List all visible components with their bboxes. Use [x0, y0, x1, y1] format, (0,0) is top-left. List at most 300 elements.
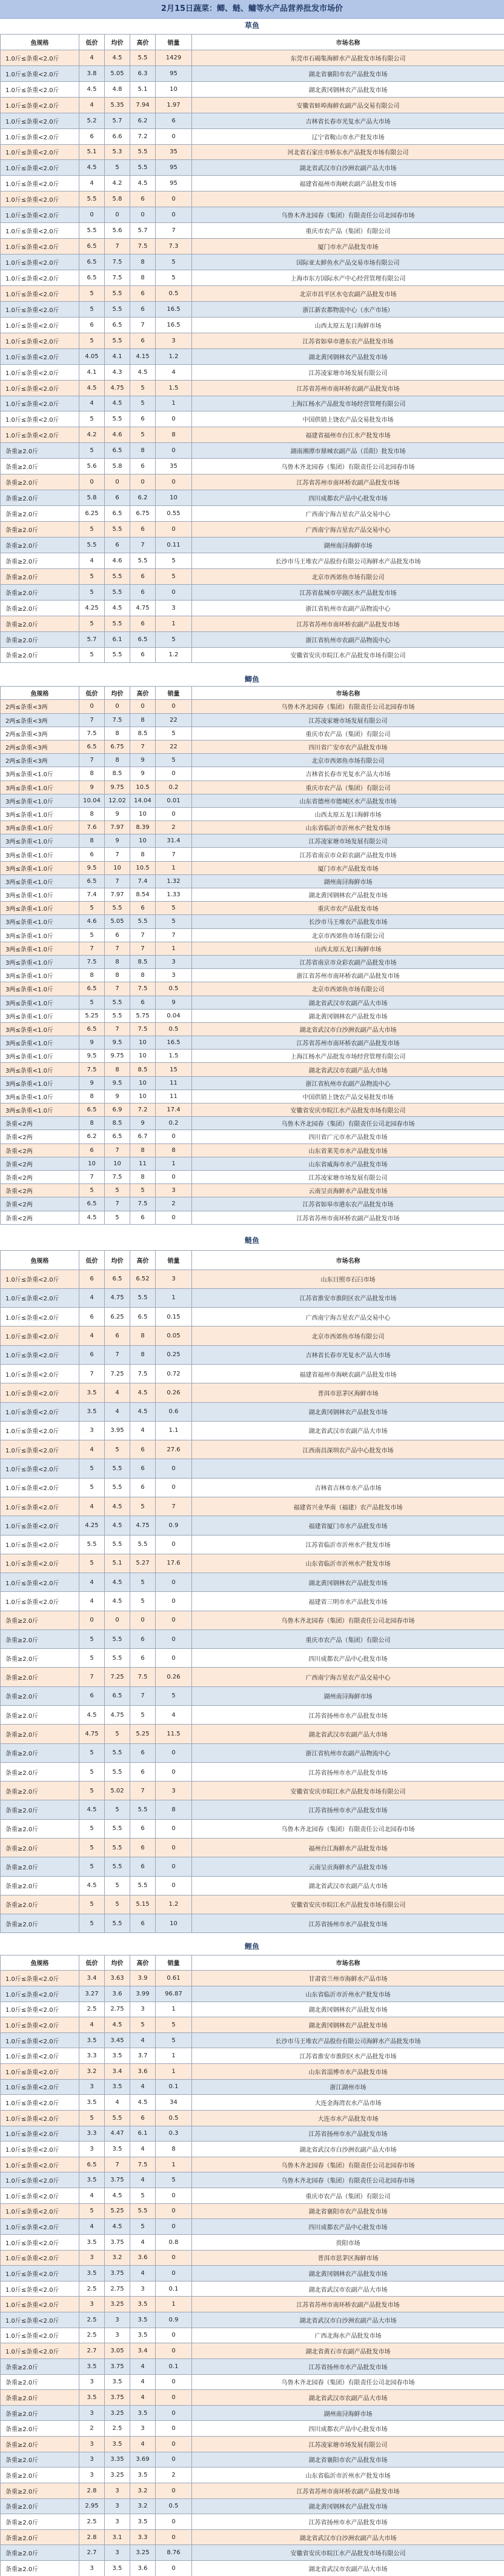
- table-cell: 2.7: [79, 2343, 105, 2359]
- table-cell: 4.75: [79, 1725, 105, 1743]
- table-cell: 0: [156, 2266, 192, 2281]
- table-cell: 北京市西郊鱼市场有限公司: [192, 1326, 504, 1345]
- table-cell: 16.5: [156, 301, 192, 317]
- table-row: [1, 996, 504, 1009]
- table-row: [1, 1103, 504, 1117]
- table-cell: 0.26: [156, 1383, 192, 1402]
- table-cell: 6: [105, 537, 130, 553]
- table-row: [1, 1876, 504, 1895]
- table-cell: 湖北黄冈钢林农产品批发市场: [192, 81, 504, 97]
- table-cell: 条重≥2.0斤: [1, 1725, 79, 1743]
- table-cell: 普洱市思茅区海鲜市场: [192, 2250, 504, 2266]
- table-cell: 4: [79, 553, 105, 568]
- table-cell: 2两≤条重<3两: [1, 727, 79, 740]
- table-cell: 条重≥2.0斤: [1, 600, 79, 616]
- table-row: [1, 333, 504, 348]
- table-cell: 4.5: [105, 600, 130, 616]
- table-cell: 4: [130, 2142, 156, 2157]
- table-cell: 江苏凌家塘市场发展有限公司: [192, 713, 504, 727]
- table-cell: 7: [156, 223, 192, 239]
- table-cell: 3.5: [130, 2468, 156, 2483]
- table-cell: 7.5: [130, 1668, 156, 1686]
- table-cell: 0: [156, 2561, 192, 2576]
- table-cell: 0: [156, 1876, 192, 1895]
- table-cell: 0: [156, 522, 192, 537]
- table-row: [1, 727, 504, 740]
- table-cell: 7: [79, 713, 105, 727]
- table-row: [1, 1421, 504, 1440]
- table-cell: 6.5: [79, 1197, 105, 1211]
- table-cell: 3两≤条重<1.0斤: [1, 902, 79, 915]
- table-cell: 3.95: [105, 1421, 130, 1440]
- table-cell: 条重≥2.0斤: [1, 647, 79, 663]
- table-cell: 江苏省扬州市水产品批发市场: [192, 2358, 504, 2374]
- table-cell: 安徽省安庆市皖江水产品批发市场有限公司: [192, 1103, 504, 1117]
- table-cell: 1.2: [156, 1895, 192, 1914]
- table-cell: 7: [105, 1143, 130, 1157]
- table-cell: 8: [105, 754, 130, 767]
- table-cell: 0: [156, 1629, 192, 1648]
- table-cell: 湖北省武汉市农副产品大市场: [192, 996, 504, 1009]
- table-row: [1, 427, 504, 443]
- table-cell: 5: [79, 1478, 105, 1497]
- table-cell: 3.2: [130, 2498, 156, 2514]
- table-cell: 5: [79, 902, 105, 915]
- table-cell: 江苏省扬州市水产品批发市场: [192, 2126, 504, 2142]
- table-cell: 5.25: [79, 1009, 105, 1022]
- table-cell: 重庆市农产品（集团）有限公司: [192, 780, 504, 794]
- table-cell: 0: [156, 584, 192, 600]
- table-cell: 2: [79, 2421, 105, 2437]
- table-row: [1, 1914, 504, 1933]
- table-cell: 4.5: [79, 81, 105, 97]
- table-cell: 1.0斤≤条重<2.0斤: [1, 1288, 79, 1307]
- table-cell: 8.5: [130, 727, 156, 740]
- table-cell: 福建省福州市台江水产批发市场: [192, 427, 504, 443]
- table-row: [1, 2358, 504, 2374]
- table-cell: 0: [156, 411, 192, 427]
- section-title: 草鱼: [244, 21, 259, 30]
- table-cell: 条重≥2.0斤: [1, 631, 79, 647]
- table-cell: 8: [130, 270, 156, 286]
- table-row: [1, 794, 504, 807]
- table-cell: 10.5: [130, 780, 156, 794]
- table-cell: 6.5: [105, 317, 130, 333]
- table-cell: 8: [130, 255, 156, 270]
- table-cell: 2两≤条重<3两: [1, 713, 79, 727]
- table-row: [1, 1402, 504, 1421]
- table-cell: 6: [79, 1345, 105, 1364]
- column-header: 均价: [105, 687, 130, 700]
- table-cell: 3.25: [105, 2405, 130, 2421]
- table-cell: 5.5: [130, 144, 156, 160]
- section-title: 鲫鱼: [244, 675, 259, 684]
- table-cell: 重庆市农产品（集团）有限公司: [192, 727, 504, 740]
- table-cell: 3: [79, 2452, 105, 2468]
- table-cell: 1.0斤≤条重<2.0斤: [1, 255, 79, 270]
- table-cell: 4: [156, 364, 192, 380]
- table-cell: 6: [130, 1459, 156, 1478]
- table-cell: 7: [156, 928, 192, 942]
- table-cell: 0: [105, 474, 130, 490]
- table-cell: 6: [130, 1440, 156, 1459]
- table-cell: 5.27: [130, 1554, 156, 1573]
- table-cell: 4.5: [105, 1516, 130, 1535]
- table-cell: 5: [79, 411, 105, 427]
- table-cell: 7.2: [130, 1103, 156, 1117]
- table-cell: 4.5: [105, 396, 130, 411]
- table-cell: 6.9: [105, 1103, 130, 1117]
- table-cell: 5.5: [130, 1876, 156, 1895]
- table-row: [1, 285, 504, 301]
- table-cell: 江苏省扬州市水产品批发市场: [192, 1762, 504, 1781]
- table-cell: 5.5: [130, 1535, 156, 1554]
- table-cell: 0.05: [156, 1326, 192, 1345]
- table-cell: 5: [156, 1686, 192, 1705]
- table-cell: 3.25: [105, 2297, 130, 2312]
- table-row: [1, 1130, 504, 1143]
- table-cell: 江苏省南京市众彩农副产品批发市场: [192, 848, 504, 861]
- table-cell: 北京市西郊鱼市场有限公司: [192, 982, 504, 996]
- table-cell: 0.1: [156, 2358, 192, 2374]
- column-header: 高价: [130, 1955, 156, 1971]
- table-cell: 北京市西郊鱼市场有限公司: [192, 928, 504, 942]
- table-cell: 4.5: [105, 2017, 130, 2033]
- table-cell: 2两≤条重<3两: [1, 740, 79, 753]
- table-cell: 3两≤条重<1.0斤: [1, 996, 79, 1009]
- table-cell: 北京市西郊鱼市场有限公司: [192, 754, 504, 767]
- table-row: [1, 2405, 504, 2421]
- table-cell: 7.6: [79, 821, 105, 834]
- table-cell: 5: [156, 902, 192, 915]
- table-cell: 4: [79, 1573, 105, 1592]
- table-cell: 北京市西郊鱼市场有限公司: [192, 568, 504, 584]
- table-cell: 8.5: [105, 1117, 130, 1130]
- table-cell: 1.0斤≤条重<2.0斤: [1, 1986, 79, 2002]
- table-cell: 0.26: [156, 1668, 192, 1686]
- table-cell: 4.25: [79, 600, 105, 616]
- table-cell: 4.5: [79, 1211, 105, 1224]
- table-row: [1, 1725, 504, 1743]
- column-header: 市场名称: [192, 687, 504, 700]
- table-cell: 0: [156, 2437, 192, 2452]
- table-cell: 江苏省扬州市水产品批发市场: [192, 1914, 504, 1933]
- table-row: [1, 2172, 504, 2188]
- table-cell: 4.15: [130, 348, 156, 364]
- column-header: 低价: [79, 1955, 105, 1971]
- table-cell: 3: [105, 2498, 130, 2514]
- table-cell: 山东省威海市水产品批发市场: [192, 1157, 504, 1170]
- table-cell: 3两≤条重<1.0斤: [1, 767, 79, 780]
- table-cell: 1.2: [156, 348, 192, 364]
- table-cell: 1.0斤≤条重<2.0斤: [1, 113, 79, 128]
- table-cell: 5: [79, 522, 105, 537]
- table-cell: 7: [130, 928, 156, 942]
- table-cell: 长沙市马王堆农产品股份有限公司海鲜水产品批发市场: [192, 553, 504, 568]
- table-cell: 7: [130, 537, 156, 553]
- table-cell: 8.76: [156, 2545, 192, 2561]
- table-cell: 6.5: [79, 874, 105, 888]
- table-cell: 7.5: [105, 1170, 130, 1183]
- table-row: [1, 2064, 504, 2080]
- table-cell: 11: [130, 1157, 156, 1170]
- table-cell: 10: [79, 1157, 105, 1170]
- table-cell: 6.5: [79, 2157, 105, 2172]
- table-cell: 4.75: [105, 1706, 130, 1725]
- table-cell: 北京市昌平区水屯农副产品批发市场: [192, 285, 504, 301]
- table-cell: 7: [130, 1686, 156, 1705]
- table-cell: 8: [79, 834, 105, 848]
- table-cell: 0: [156, 1170, 192, 1183]
- table-cell: 1: [156, 2064, 192, 2080]
- table-cell: 5: [79, 1743, 105, 1762]
- table-cell: 2: [156, 821, 192, 834]
- table-cell: 0.1: [156, 2079, 192, 2095]
- table-row: [1, 1036, 504, 1050]
- table-cell: 1.0斤≤条重<2.0斤: [1, 348, 79, 364]
- table-cell: 条重≥2.0斤: [1, 474, 79, 490]
- table-cell: 5: [79, 1184, 105, 1197]
- table-cell: 1.0斤≤条重<2.0斤: [1, 1421, 79, 1440]
- table-cell: 4.2: [79, 427, 105, 443]
- table-cell: 5.5: [79, 191, 105, 207]
- table-cell: 1.0斤≤条重<2.0斤: [1, 270, 79, 286]
- table-row: [1, 2281, 504, 2297]
- table-cell: 3: [130, 2002, 156, 2017]
- table-cell: 3.5: [79, 2095, 105, 2111]
- section-0: [0, 18, 504, 663]
- table-cell: 3.3: [79, 2126, 105, 2142]
- table-cell: 5.5: [105, 411, 130, 427]
- table-cell: 11: [156, 1076, 192, 1090]
- table-cell: 0: [79, 207, 105, 223]
- table-row: [1, 2561, 504, 2576]
- column-header: 市场名称: [192, 34, 504, 50]
- table-cell: 3.5: [130, 2514, 156, 2530]
- table-cell: 1.0斤≤条重<2.0斤: [1, 2219, 79, 2235]
- table-cell: 8.54: [130, 888, 156, 902]
- table-cell: 2: [156, 1197, 192, 1211]
- table-cell: 0: [130, 474, 156, 490]
- table-cell: 4: [79, 1288, 105, 1307]
- table-row: [1, 459, 504, 474]
- table-cell: 8: [130, 1345, 156, 1364]
- table-cell: 7.5: [130, 1197, 156, 1211]
- table-row: [1, 1649, 504, 1668]
- table-cell: 4.6: [105, 427, 130, 443]
- table-cell: 8: [105, 955, 130, 968]
- table-cell: 6: [105, 928, 130, 942]
- table-cell: 2.95: [79, 2498, 105, 2514]
- table-cell: 5.5: [105, 1839, 130, 1857]
- table-cell: 重庆市农产品（集团）有限公司: [192, 2188, 504, 2204]
- table-row: [1, 1971, 504, 1986]
- table-cell: 5: [156, 2017, 192, 2033]
- table-cell: 5: [130, 427, 156, 443]
- table-cell: 浙江省杭州市农副产品物流中心: [192, 1076, 504, 1090]
- table-cell: 湖北省武汉市农副产品大市场: [192, 1725, 504, 1743]
- table-row: [1, 1197, 504, 1211]
- table-cell: 5.3: [105, 144, 130, 160]
- table-cell: 0: [130, 700, 156, 713]
- table-cell: 5.8: [105, 191, 130, 207]
- table-cell: 6.75: [105, 740, 130, 753]
- table-cell: 3.5: [130, 2328, 156, 2343]
- table-cell: 2: [156, 2468, 192, 2483]
- table-cell: 4: [79, 2188, 105, 2204]
- table-row: [1, 888, 504, 902]
- table-cell: 5: [79, 616, 105, 631]
- table-cell: 8: [105, 727, 130, 740]
- table-cell: 1.0斤≤条重<2.0斤: [1, 2234, 79, 2250]
- table-cell: 3两≤条重<1.0斤: [1, 915, 79, 928]
- table-cell: 1.0斤≤条重<2.0斤: [1, 2266, 79, 2281]
- table-row: [1, 1611, 504, 1629]
- table-cell: 0.2: [156, 1117, 192, 1130]
- table-row: [1, 1157, 504, 1170]
- table-cell: 6: [130, 647, 156, 663]
- table-row: [1, 1009, 504, 1022]
- table-cell: 8: [130, 1170, 156, 1183]
- table-cell: 湖北省武汉市白沙洲农副产品大市场: [192, 1022, 504, 1036]
- table-cell: 1.0斤≤条重<2.0斤: [1, 2110, 79, 2126]
- table-cell: 福建省福州市海峡农副产品批发市场: [192, 176, 504, 191]
- table-row: [1, 2234, 504, 2250]
- table-row: [1, 1050, 504, 1063]
- table-cell: 3.5: [105, 2374, 130, 2390]
- table-cell: 江苏凌家塘市场发展有限公司: [192, 364, 504, 380]
- table-row: [1, 861, 504, 874]
- table-cell: [192, 191, 504, 207]
- table-cell: 3.6: [105, 1986, 130, 2002]
- table-cell: 1.0斤≤条重<2.0斤: [1, 160, 79, 176]
- table-cell: 安徽省安庆市皖江水产品批发市场有限公司: [192, 647, 504, 663]
- table-row: [1, 2328, 504, 2343]
- table-cell: 7.25: [105, 1668, 130, 1686]
- table-cell: 6: [79, 848, 105, 861]
- table-cell: 湖北省武汉市农副产品大市场: [192, 1876, 504, 1895]
- table-cell: 3.5: [79, 1402, 105, 1421]
- table-cell: 6.3: [130, 65, 156, 81]
- table-cell: 3两≤条重<1.0斤: [1, 1076, 79, 1090]
- table-cell: 10: [105, 861, 130, 874]
- table-row: [1, 700, 504, 713]
- table-cell: 1: [156, 1288, 192, 1307]
- table-cell: 4.5: [130, 1383, 156, 1402]
- table-cell: 5: [79, 1839, 105, 1857]
- table-cell: 0: [156, 2203, 192, 2219]
- table-row: [1, 50, 504, 65]
- table-cell: 湖北黄冈钢林农产品批发市场: [192, 1009, 504, 1022]
- table-row: [1, 1288, 504, 1307]
- table-cell: 4: [79, 1326, 105, 1345]
- table-cell: 山西太原五龙口海鲜市场: [192, 317, 504, 333]
- table-cell: 5.5: [105, 1819, 130, 1838]
- table-cell: 条重≥2.0斤: [1, 1686, 79, 1705]
- table-cell: 条重≥2.0斤: [1, 2405, 79, 2421]
- column-header: 鱼规格: [1, 1955, 79, 1971]
- table-cell: 湖北省武汉市农副产品大市场: [192, 2561, 504, 2576]
- table-cell: 1.0斤≤条重<2.0斤: [1, 285, 79, 301]
- table-row: [1, 1184, 504, 1197]
- table-cell: 5: [105, 1895, 130, 1914]
- table-cell: 5.5: [105, 1009, 130, 1022]
- table-cell: 5.5: [105, 285, 130, 301]
- table-cell: 3两≤条重<1.0斤: [1, 982, 79, 996]
- section-title: 鲤鱼: [244, 1942, 259, 1951]
- table-cell: 4.8: [105, 81, 130, 97]
- table-cell: 3.25: [105, 2468, 130, 2483]
- table-cell: 3.5: [105, 2079, 130, 2095]
- table-cell: 0: [156, 128, 192, 144]
- column-header: 均价: [105, 1955, 130, 1971]
- table-cell: 条重≥2.0斤: [1, 2498, 79, 2514]
- table-cell: 9: [130, 754, 156, 767]
- table-cell: [192, 1459, 504, 1478]
- table-row: [1, 1839, 504, 1857]
- table-row: [1, 1895, 504, 1914]
- table-row: [1, 176, 504, 191]
- table-row: [1, 2032, 504, 2048]
- table-cell: 5: [156, 270, 192, 286]
- table-cell: 7.5: [130, 982, 156, 996]
- table-cell: 3.75: [105, 2172, 130, 2188]
- table-cell: 6.5: [79, 270, 105, 286]
- table-cell: 1.0斤≤条重<2.0斤: [1, 2095, 79, 2111]
- table-cell: 条重≥2.0斤: [1, 522, 79, 537]
- table-row: [1, 443, 504, 459]
- table-row: [1, 144, 504, 160]
- table-cell: 浙江新农都物流中心（水产市场）: [192, 301, 504, 317]
- table-cell: 0: [156, 2529, 192, 2545]
- table-cell: 4.5: [130, 364, 156, 380]
- table-cell: 7: [105, 1022, 130, 1036]
- table-cell: 0.15: [156, 1308, 192, 1326]
- table-cell: 9: [105, 807, 130, 820]
- table-cell: 5.8: [79, 490, 105, 506]
- table-cell: 4: [105, 2095, 130, 2111]
- table-cell: 江苏省扬州市水产品批发市场: [192, 2514, 504, 2530]
- table-cell: 5.5: [79, 1535, 105, 1554]
- table-cell: 6: [105, 490, 130, 506]
- table-cell: 5.5: [105, 996, 130, 1009]
- table-cell: 5: [79, 1629, 105, 1648]
- table-cell: 10: [130, 1076, 156, 1090]
- table-row: [1, 1270, 504, 1288]
- table-cell: 3.25: [130, 2545, 156, 2561]
- table-cell: 安徽省蚌埠海鲜农副产品交易有限公司: [192, 97, 504, 113]
- table-row: [1, 1383, 504, 1402]
- table-cell: 4.2: [105, 176, 130, 191]
- table-cell: 7.5: [105, 713, 130, 727]
- table-cell: 4.75: [130, 1516, 156, 1535]
- table-row: [1, 2498, 504, 2514]
- table-cell: 2.5: [79, 2514, 105, 2530]
- table-cell: 7: [156, 1497, 192, 1516]
- table-cell: 8: [79, 1117, 105, 1130]
- table-cell: 湖北省武汉市农副产品大市场: [192, 1421, 504, 1440]
- table-cell: 江苏省苏州市南环桥农副产品批发市场: [192, 1211, 504, 1224]
- table-cell: 乌鲁木齐北园春（集团）有限责任公司北园春市场: [192, 459, 504, 474]
- table-cell: 条重<2两: [1, 1143, 79, 1157]
- table-cell: 8: [130, 969, 156, 982]
- table-row: [1, 1668, 504, 1686]
- table-cell: 9.5: [105, 1036, 130, 1050]
- table-cell: 4.5: [79, 160, 105, 176]
- table-cell: 5.5: [130, 2203, 156, 2219]
- table-cell: 1.0斤≤条重<2.0斤: [1, 207, 79, 223]
- column-header: 销量: [156, 1955, 192, 1971]
